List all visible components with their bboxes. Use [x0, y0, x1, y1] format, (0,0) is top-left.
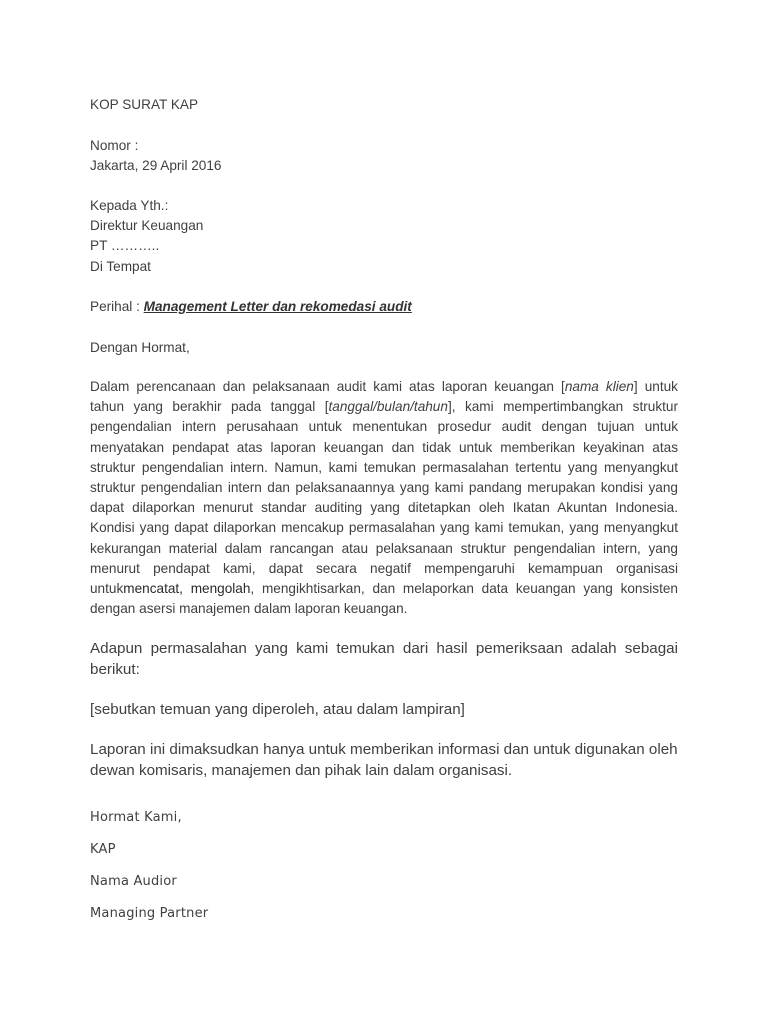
p1-line: kekurangan material dalam rancangan atau pelaksanaan struktur pengendalian intern, yang	[90, 540, 678, 556]
recipient-title: Direktur Keuangan	[90, 218, 204, 233]
body-paragraph-2	[90, 639, 678, 680]
letter-number: Nomor :	[90, 138, 139, 153]
p1-line: struktur pengendalian intern. Namun, kami temukan permasalahan tertentu yang menyangkut	[90, 459, 678, 475]
body-paragraph-3	[90, 700, 678, 721]
closing-firm: KAP	[90, 842, 116, 857]
greeting: Dengan Hormat,	[90, 340, 190, 355]
subject-text: Management Letter dan rekomedasi audit	[143, 299, 412, 314]
recipient-to: Kepada Yth.:	[90, 198, 169, 213]
letterhead: KOP SURAT KAP	[90, 97, 199, 112]
p1-line: Dalam perencanaan dan pelaksanaan audit kami atas laporan keuangan [nama klien] untuk	[90, 379, 678, 394]
p1-line: struktur pengendalian intern dan pelaksanaannya yang kami pandang merupakan kondisi yang	[90, 480, 678, 496]
p2-line: Adapun permasalahan yang kami temukan dari hasil pemeriksaan adalah sebagai	[90, 640, 678, 657]
closing-name: Nama Audior	[90, 874, 177, 889]
recipient-location: Di Tempat	[90, 259, 151, 274]
p1-line: dapat dilaporkan menurut standar auditing yang ditetapkan oleh Ikatan Akuntan Indonesia.	[90, 500, 678, 516]
subject-label: Perihal :	[90, 299, 144, 314]
subject-line	[90, 299, 412, 315]
recipient-company: PT ………..	[90, 238, 160, 253]
p2-line: berikut:	[90, 660, 140, 678]
p4-line: dewan komisaris, manajemen dan pihak lain dalam organisasi.	[90, 761, 513, 779]
p1-line: Kondisi yang dapat dilaporkan mencakup permasalahan yang kami temukan, yang menyangkut	[90, 520, 678, 536]
body-paragraph-4	[90, 740, 678, 781]
p1-line: menurut pendapat kami, dapat secara negatif mempengaruhi kemampuan organisasi	[90, 560, 678, 576]
p1-line: menyatakan pendapat atas laporan keuangan dan tidak untuk memberikan keyakinan atas	[90, 439, 678, 455]
p1-line: tahun yang berakhir pada tanggal [tanggal/bulan/tahun], kami mempertimbangkan struktur	[90, 399, 679, 415]
p1-line: untukmencatat, mengolah, mengikhtisarkan, dan melaporkan data keuangan yang konsisten	[90, 581, 678, 597]
p4-line: Laporan ini dimaksudkan hanya untuk memberikan informasi dan untuk digunakan oleh	[90, 741, 678, 758]
closing-position: Managing Partner	[90, 906, 209, 921]
p3-line: [sebutkan temuan yang diperoleh, atau dalam lampiran]	[90, 701, 465, 718]
body-paragraph-1	[90, 377, 678, 619]
p1-line: pengendalian intern perusahaan untuk menentukan prosedur audit dengan tujuan untuk	[90, 419, 678, 435]
p1-line: dengan asersi manajemen dalam laporan keuangan.	[90, 601, 408, 617]
place-date: Jakarta, 29 April 2016	[90, 158, 222, 173]
closing-regards: Hormat Kami,	[90, 810, 182, 825]
